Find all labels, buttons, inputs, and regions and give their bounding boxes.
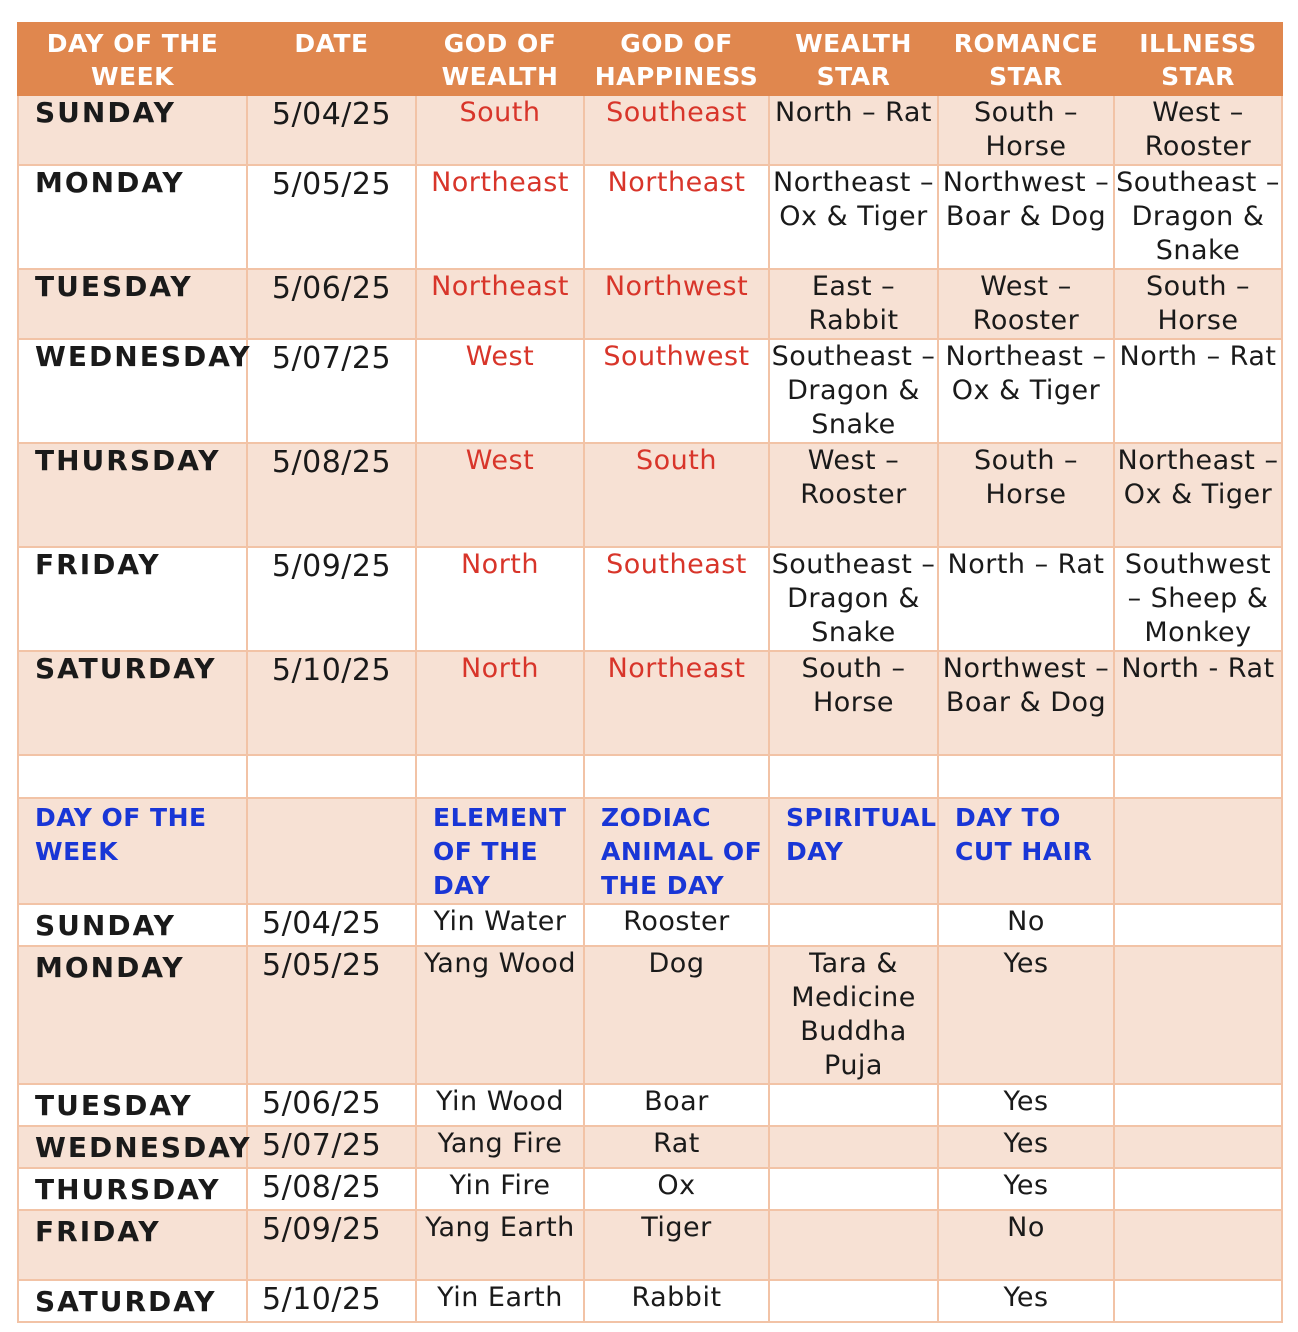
empty-cell (247, 755, 416, 798)
wealth-star-cell: Southeast – Dragon & Snake (769, 547, 938, 651)
element-cell: Yin Fire (416, 1168, 584, 1210)
element-cell: Yang Fire (416, 1126, 584, 1168)
spiritual-day-cell: Tara & Medicine Buddha Puja (769, 946, 938, 1084)
god-of-happiness-cell: South (584, 443, 769, 547)
table-row (18, 443, 1282, 547)
god-of-wealth-cell: South (416, 95, 584, 165)
table-row (18, 547, 1282, 651)
section-header-day-of-week: DAY OF THE WEEK (18, 798, 247, 904)
date-cell: 5/10/25 (247, 1280, 416, 1322)
spiritual-day-cell (769, 1280, 938, 1322)
header-god-of-wealth: GOD OF WEALTH (416, 23, 584, 95)
section-header-row (18, 798, 1282, 904)
empty-cell (1114, 946, 1282, 1084)
god-of-wealth-cell: West (416, 339, 584, 443)
wealth-star-cell: Southeast – Dragon & Snake (769, 339, 938, 443)
day-cell: SUNDAY (18, 904, 247, 946)
feng-shui-weekly-table (17, 22, 1283, 1323)
date-cell: 5/09/25 (247, 1210, 416, 1280)
day-cell: FRIDAY (18, 547, 247, 651)
day-cell: WEDNESDAY (18, 1126, 247, 1168)
illness-star-cell: North - Rat (1114, 651, 1282, 755)
god-of-happiness-cell: Southeast (584, 547, 769, 651)
zodiac-animal-cell: Dog (584, 946, 769, 1084)
table-row (18, 95, 1282, 165)
day-cell: TUESDAY (18, 269, 247, 339)
date-cell: 5/09/25 (247, 547, 416, 651)
god-of-happiness-cell: Northeast (584, 165, 769, 269)
empty-cell (1114, 1126, 1282, 1168)
element-cell: Yin Water (416, 904, 584, 946)
spiritual-day-cell (769, 904, 938, 946)
illness-star-cell: West – Rooster (1114, 95, 1282, 165)
zodiac-animal-cell: Rabbit (584, 1280, 769, 1322)
cut-hair-cell: No (938, 1210, 1114, 1280)
element-cell: Yang Earth (416, 1210, 584, 1280)
empty-cell (1114, 1280, 1282, 1322)
date-cell: 5/07/25 (247, 339, 416, 443)
table-row (18, 269, 1282, 339)
section-header-blank (1114, 798, 1282, 904)
day-cell: TUESDAY (18, 1084, 247, 1126)
spiritual-day-cell (769, 1084, 938, 1126)
god-of-happiness-cell: Northwest (584, 269, 769, 339)
empty-cell (1114, 1168, 1282, 1210)
zodiac-animal-cell: Rooster (584, 904, 769, 946)
romance-star-cell: Northwest – Boar & Dog (938, 651, 1114, 755)
date-cell: 5/08/25 (247, 1168, 416, 1210)
table-row (18, 1210, 1282, 1280)
date-cell: 5/06/25 (247, 269, 416, 339)
god-of-wealth-cell: North (416, 547, 584, 651)
day-cell: SATURDAY (18, 1280, 247, 1322)
table-row (18, 1126, 1282, 1168)
illness-star-cell: Southeast – Dragon & Snake (1114, 165, 1282, 269)
section-header-cut-hair: DAY TO CUT HAIR (938, 798, 1114, 904)
empty-cell (1114, 755, 1282, 798)
table-row (18, 946, 1282, 1084)
cut-hair-cell: Yes (938, 1126, 1114, 1168)
section-header-blank (247, 798, 416, 904)
date-cell: 5/05/25 (247, 946, 416, 1084)
illness-star-cell: North – Rat (1114, 339, 1282, 443)
empty-cell (584, 755, 769, 798)
date-cell: 5/04/25 (247, 95, 416, 165)
god-of-wealth-cell: West (416, 443, 584, 547)
cut-hair-cell: Yes (938, 946, 1114, 1084)
header-date: DATE (247, 23, 416, 95)
romance-star-cell: South – Horse (938, 95, 1114, 165)
cut-hair-cell: Yes (938, 1280, 1114, 1322)
header-row (18, 23, 1282, 95)
table-row (18, 1280, 1282, 1322)
spiritual-day-cell (769, 1168, 938, 1210)
zodiac-animal-cell: Boar (584, 1084, 769, 1126)
wealth-star-cell: West – Rooster (769, 443, 938, 547)
section-header-element: ELEMENT OF THE DAY (416, 798, 584, 904)
illness-star-cell: Southwest – Sheep & Monkey (1114, 547, 1282, 651)
section-header-zodiac-animal: ZODIAC ANIMAL OF THE DAY (584, 798, 769, 904)
spacer-row (18, 755, 1282, 798)
wealth-star-cell: East – Rabbit (769, 269, 938, 339)
day-cell: THURSDAY (18, 443, 247, 547)
header-day-of-week: DAY OF THE WEEK (18, 23, 247, 95)
empty-cell (1114, 1210, 1282, 1280)
wealth-star-cell: South – Horse (769, 651, 938, 755)
wealth-star-cell: Northeast – Ox & Tiger (769, 165, 938, 269)
romance-star-cell: South – Horse (938, 443, 1114, 547)
day-cell: FRIDAY (18, 1210, 247, 1280)
romance-star-cell: Northwest – Boar & Dog (938, 165, 1114, 269)
cut-hair-cell: Yes (938, 1084, 1114, 1126)
header-wealth-star: WEALTH STAR (769, 23, 938, 95)
section-header-spiritual-day: SPIRITUAL DAY (769, 798, 938, 904)
zodiac-animal-cell: Rat (584, 1126, 769, 1168)
god-of-wealth-cell: Northeast (416, 269, 584, 339)
god-of-wealth-cell: Northeast (416, 165, 584, 269)
header-god-of-happiness: GOD OF HAPPINESS (584, 23, 769, 95)
zodiac-animal-cell: Tiger (584, 1210, 769, 1280)
god-of-happiness-cell: Northeast (584, 651, 769, 755)
date-cell: 5/07/25 (247, 1126, 416, 1168)
element-cell: Yin Earth (416, 1280, 584, 1322)
spiritual-day-cell (769, 1210, 938, 1280)
header-illness-star: ILLNESS STAR (1114, 23, 1282, 95)
god-of-wealth-cell: North (416, 651, 584, 755)
element-cell: Yin Wood (416, 1084, 584, 1126)
illness-star-cell: Northeast – Ox & Tiger (1114, 443, 1282, 547)
date-cell: 5/06/25 (247, 1084, 416, 1126)
date-cell: 5/05/25 (247, 165, 416, 269)
wealth-star-cell: North – Rat (769, 95, 938, 165)
day-cell: SUNDAY (18, 95, 247, 165)
god-of-happiness-cell: Southeast (584, 95, 769, 165)
empty-cell (18, 755, 247, 798)
date-cell: 5/04/25 (247, 904, 416, 946)
romance-star-cell: West – Rooster (938, 269, 1114, 339)
cut-hair-cell: No (938, 904, 1114, 946)
element-cell: Yang Wood (416, 946, 584, 1084)
table-row (18, 904, 1282, 946)
date-cell: 5/08/25 (247, 443, 416, 547)
day-cell: THURSDAY (18, 1168, 247, 1210)
day-cell: MONDAY (18, 165, 247, 269)
empty-cell (416, 755, 584, 798)
empty-cell (1114, 904, 1282, 946)
table-row (18, 1168, 1282, 1210)
table-row (18, 651, 1282, 755)
empty-cell (769, 755, 938, 798)
table-row (18, 165, 1282, 269)
header-romance-star: ROMANCE STAR (938, 23, 1114, 95)
day-cell: WEDNESDAY (18, 339, 247, 443)
table-row (18, 339, 1282, 443)
romance-star-cell: North – Rat (938, 547, 1114, 651)
god-of-happiness-cell: Southwest (584, 339, 769, 443)
cut-hair-cell: Yes (938, 1168, 1114, 1210)
table-row (18, 1084, 1282, 1126)
day-cell: SATURDAY (18, 651, 247, 755)
date-cell: 5/10/25 (247, 651, 416, 755)
empty-cell (1114, 1084, 1282, 1126)
day-cell: MONDAY (18, 946, 247, 1084)
zodiac-animal-cell: Ox (584, 1168, 769, 1210)
spiritual-day-cell (769, 1126, 938, 1168)
illness-star-cell: South – Horse (1114, 269, 1282, 339)
empty-cell (938, 755, 1114, 798)
romance-star-cell: Northeast – Ox & Tiger (938, 339, 1114, 443)
